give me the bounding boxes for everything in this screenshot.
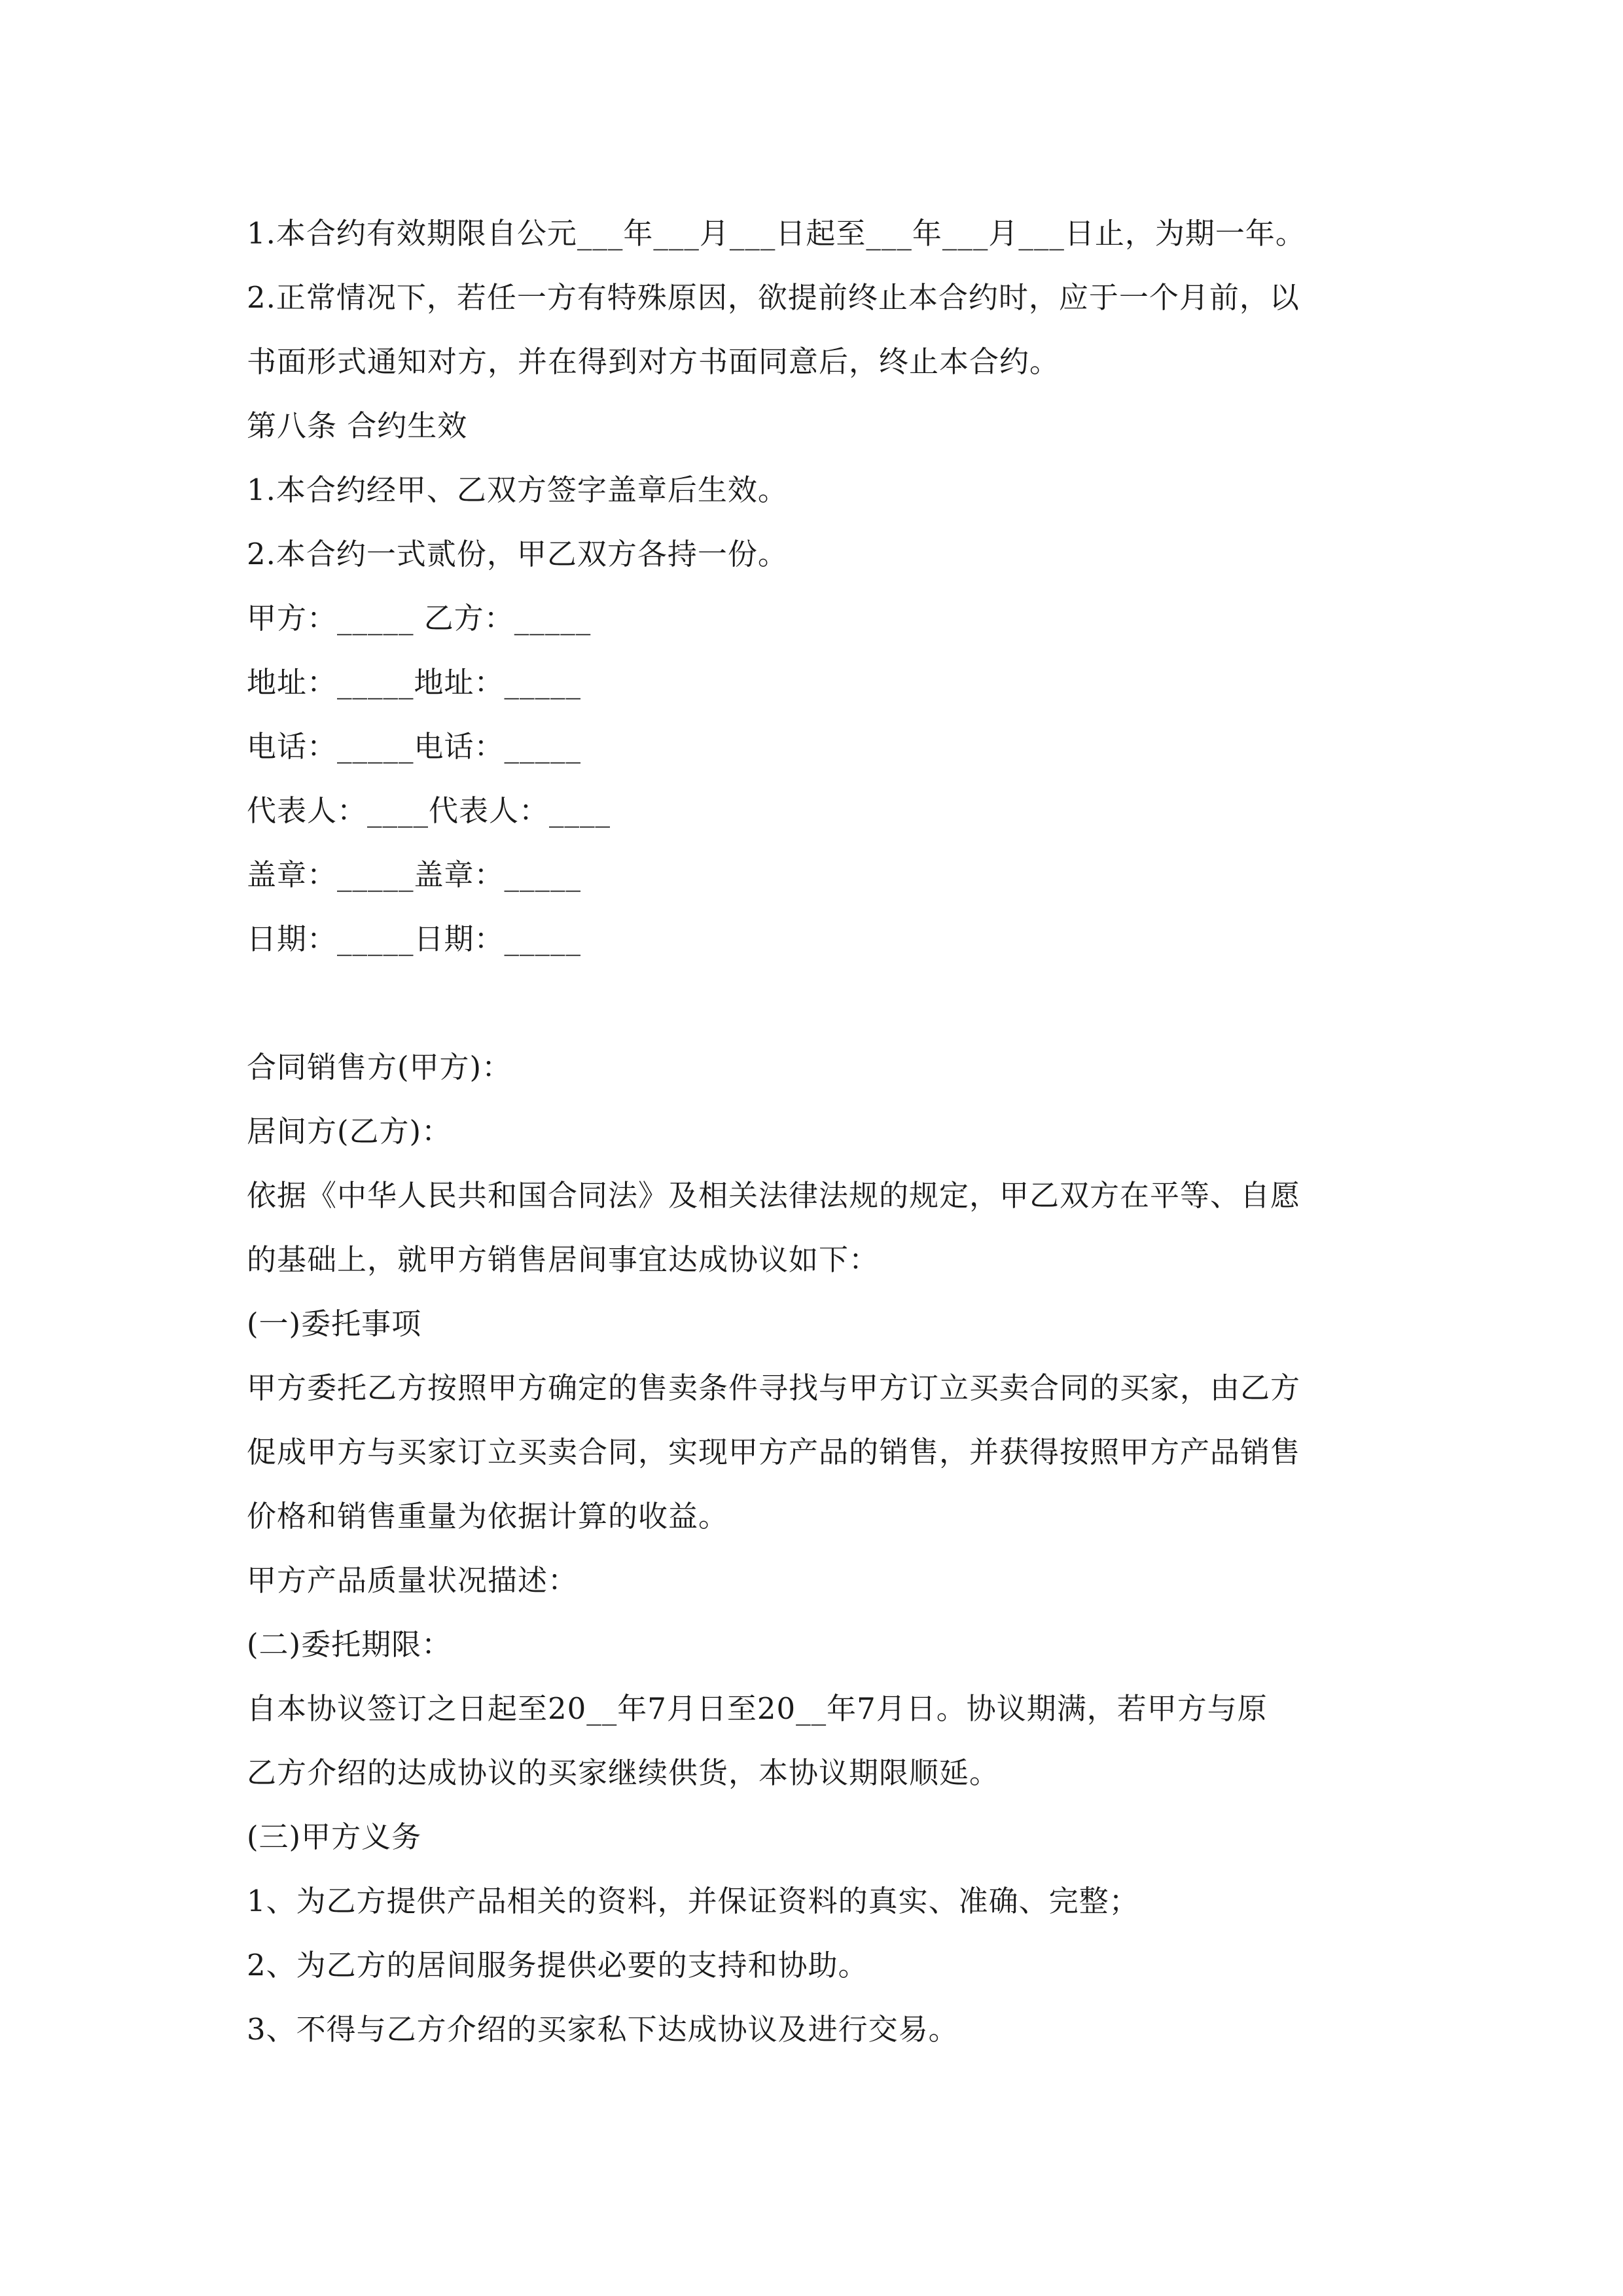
section-2-body-line-2: 乙方介绍的达成协议的买家继续供货，本协议期限顺延。	[247, 1755, 1000, 1790]
article-8-heading: 第八条 合约生效	[247, 408, 468, 443]
preamble-line-2: 的基础上，就甲方销售居间事宜达成协议如下：	[247, 1242, 880, 1277]
signature-representative-line: 代表人：____代表人：____	[247, 793, 611, 828]
section-2-heading: (二)委托期限：	[247, 1627, 452, 1662]
seller-label: 合同销售方(甲方)：	[247, 1050, 512, 1085]
signature-phone-line: 电话：_____电话：_____	[247, 729, 582, 764]
preamble-line-1: 依据《中华人民共和国合同法》及相关法律法规的规定，甲乙双方在平等、自愿	[247, 1178, 1301, 1213]
quality-description: 甲方产品质量状况描述：	[247, 1563, 579, 1598]
section-1-body-line-2: 促成甲方与买家订立买卖合同，实现甲方产品的销售，并获得按照甲方产品销售	[247, 1435, 1301, 1469]
section-3-heading: (三)甲方义务	[247, 1820, 422, 1854]
section-spacer	[247, 971, 1399, 1035]
article-8-item-1: 1.本合约经甲、乙双方签字盖章后生效。	[247, 473, 788, 507]
section-3-item-1: 1、为乙方提供产品相关的资料，并保证资料的真实、准确、完整；	[247, 1884, 1139, 1918]
document-body	[247, 202, 1399, 2062]
section-2-body-line-1: 自本协议签订之日起至20__年7月日至20__年7月日。协议期满，若甲方与原	[247, 1691, 1268, 1726]
article-8-item-2: 2.本合约一式贰份，甲乙双方各持一份。	[247, 537, 788, 571]
section-1-body-line-3: 价格和销售重量为依据计算的收益。	[247, 1499, 729, 1534]
intermediary-label: 居间方(乙方)：	[247, 1114, 452, 1149]
section-1-body-line-1: 甲方委托乙方按照甲方确定的售卖条件寻找与甲方订立买卖合同的买家，由乙方	[247, 1371, 1301, 1405]
term-line-1: 1.本合约有效期限自公元___年___月___日起至___年___月___日止，为期一年。	[247, 216, 1306, 251]
section-3-item-2: 2、为乙方的居间服务提供必要的支持和协助。	[247, 1948, 868, 1982]
section-3-item-3: 3、不得与乙方介绍的买家私下达成协议及进行交易。	[247, 2012, 959, 2047]
signature-date-line: 日期：_____日期：_____	[247, 922, 582, 956]
term-line-2: 2.正常情况下，若任一方有特殊原因，欲提前终止本合约时，应于一个月前，以	[247, 280, 1300, 315]
term-line-3: 书面形式通知对方，并在得到对方书面同意后，终止本合约。	[247, 344, 1060, 379]
signature-address-line: 地址：_____地址：_____	[247, 665, 582, 700]
signature-seal-line: 盖章：_____盖章：_____	[247, 857, 582, 892]
section-1-heading: (一)委托事项	[247, 1306, 422, 1341]
signature-party-line: 甲方：_____ 乙方：_____	[247, 601, 592, 636]
